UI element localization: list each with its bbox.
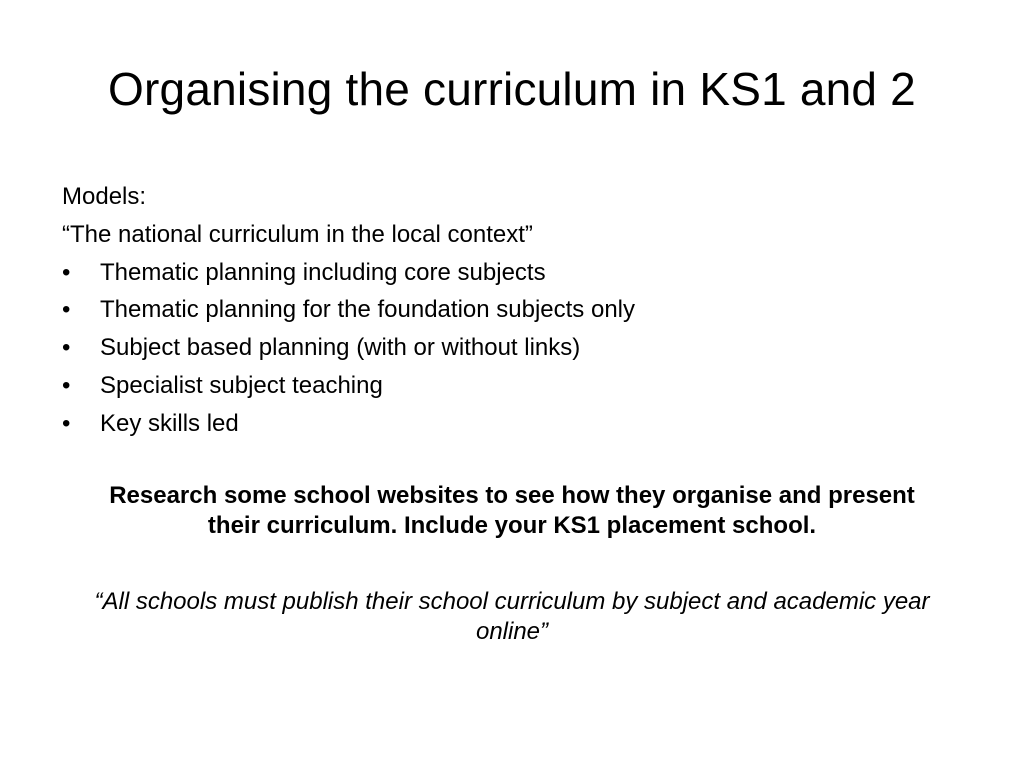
list-item (62, 367, 962, 405)
slide-title: Organising the curriculum in KS1 and 2 (108, 63, 916, 115)
list-item-text: Subject based planning (with or without links) (100, 334, 581, 362)
list-item (62, 329, 962, 367)
list-item-text: Specialist subject teaching (100, 371, 383, 399)
bullet-icon: • (62, 296, 71, 324)
list-item-text: Key skills led (100, 409, 239, 437)
models-list (62, 254, 962, 443)
list-item-text: Thematic planning for the foundation subjects only (100, 296, 635, 324)
closing-quote: “All schools must publish their school curriculum by subject and academic year online” (94, 588, 930, 645)
slide-body (62, 178, 962, 443)
list-item (62, 405, 962, 443)
bullet-icon: • (62, 371, 71, 399)
bullet-icon: • (62, 409, 71, 437)
intro-quote: “The national curriculum in the local context” (62, 220, 533, 248)
bullet-icon: • (62, 334, 71, 362)
research-instruction: Research some school websites to see how they organise and present their curriculum. Include your KS1 placement school. (109, 482, 915, 539)
list-item-text: Thematic planning including core subjects (100, 258, 546, 286)
list-item (62, 291, 962, 329)
list-item (62, 254, 962, 292)
models-label: Models: (62, 183, 147, 210)
bullet-icon: • (62, 258, 71, 286)
